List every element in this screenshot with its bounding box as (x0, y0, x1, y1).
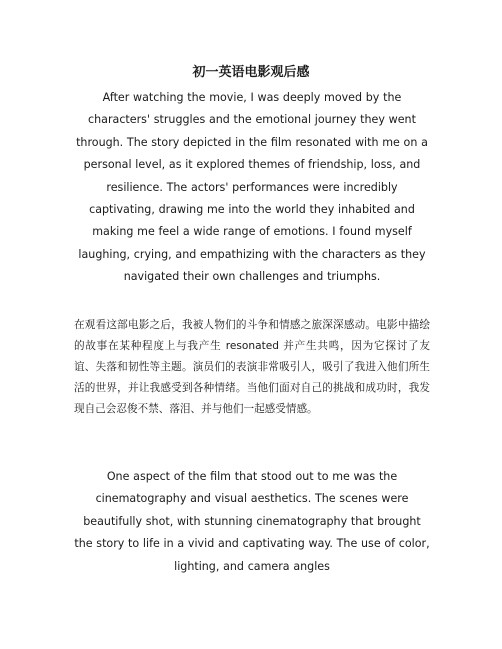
document-title: 初一英语电影观后感 (192, 65, 310, 80)
paragraph-english-2: One aspect of the film that stood out to me was the cinematography and visual aesthetics. The scenes were beautifully shot, with stunning cinematography that brought the story to life in a vivid and captivating way. The use of color, lighting, and camera angles (74, 470, 430, 573)
paragraph-english-1: After watching the movie, I was deeply moved by the characters' struggles and the emotional journey they went through. The story depicted in the film resonated with me on a personal level, as it explored themes of friendship, loss, and resilience. The actors' performances were incredibly captivating, drawing me into the world they inhabited and making me feel a wide range of emotions. I found myself laughing, crying, and empathizing with the characters as they navigated their own challenges and triumphs. (76, 91, 428, 284)
paragraph-chinese: 在观看这部电影之后，我被人物们的斗争和情感之旅深深感动。电影中描绘的故事在某种程度上与我产生 resonated 并产生共鸣，因为它探讨了友谊、失落和韧性等主题。演员们的表演非常吸引人，吸引了我进入他们所生活的世界，并让我感受到各种情绪。当他们面对自己的挑战和成功时，我发现自己会忍俊不禁、落泪、并与他们一起感受情感。 (74, 319, 430, 415)
